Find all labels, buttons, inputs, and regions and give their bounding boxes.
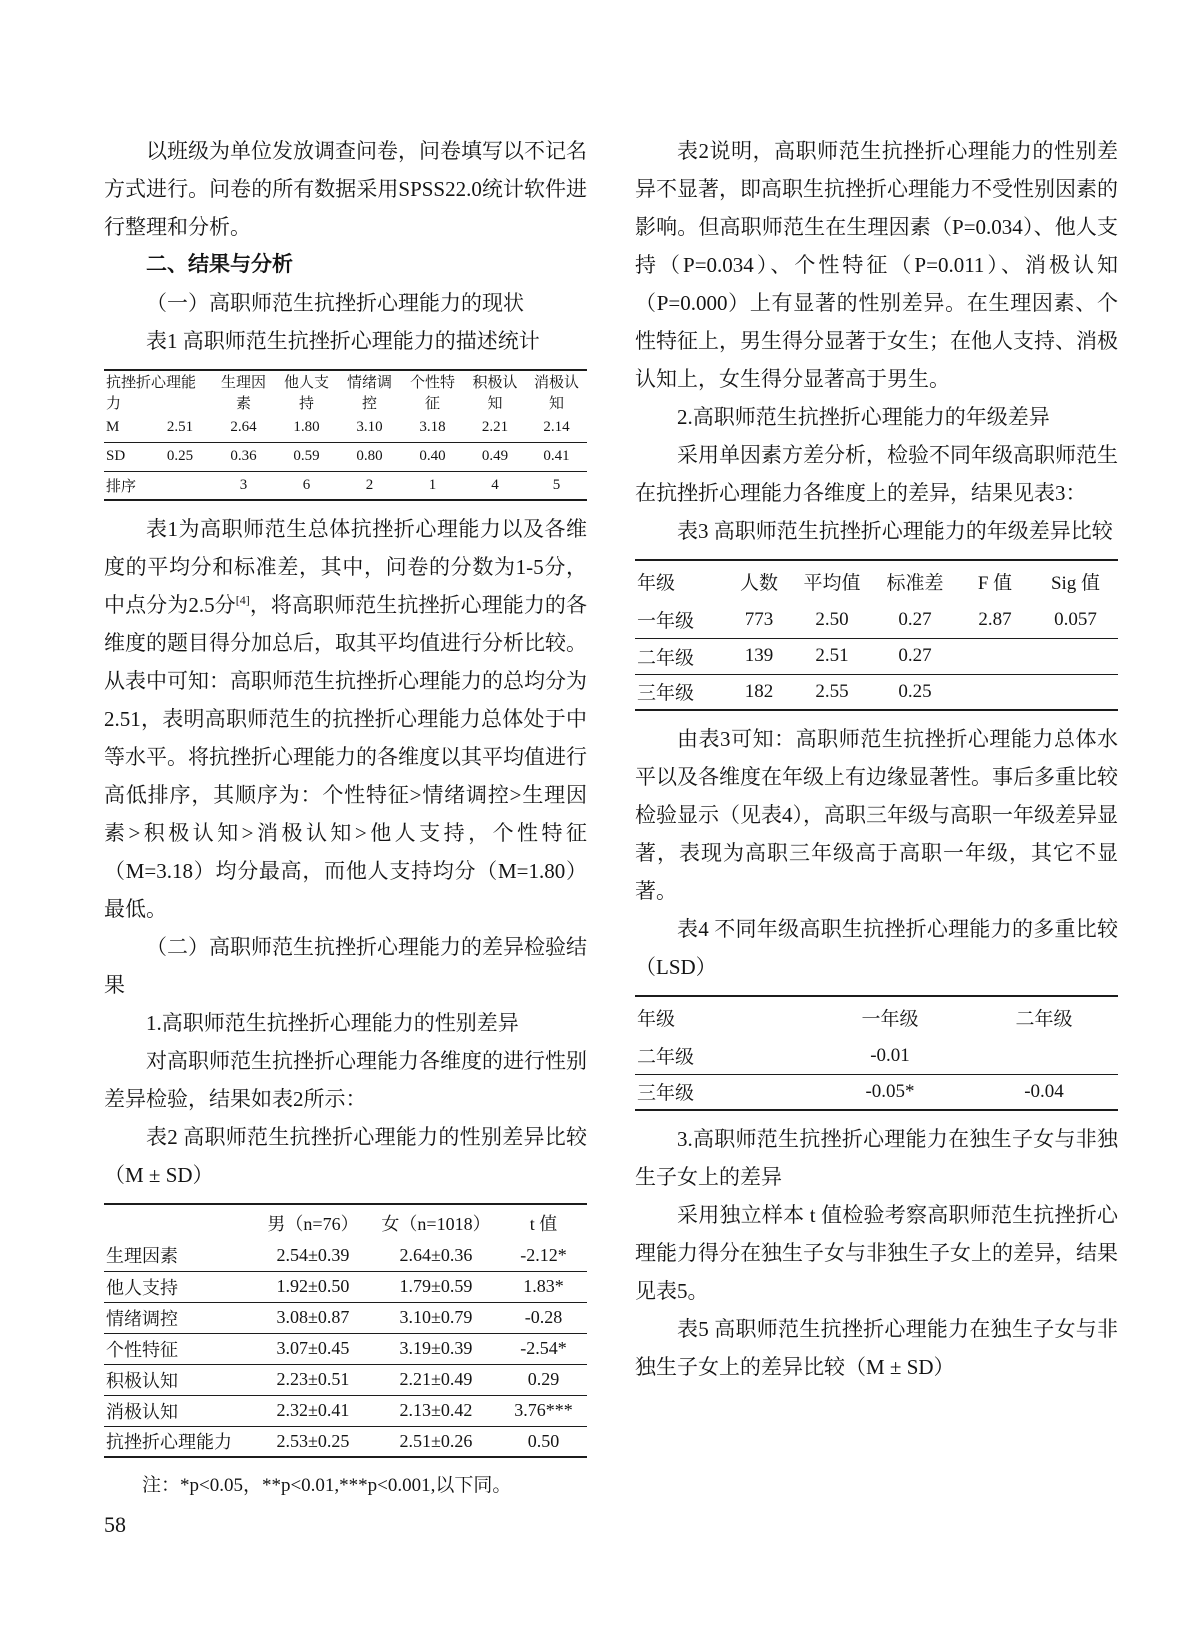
table2-row <box>104 1302 587 1333</box>
table1-row-mean <box>104 413 587 442</box>
table2-row-label: 生理因素 <box>106 1246 178 1267</box>
table2-row-label: 消极认知 <box>106 1401 178 1422</box>
table3-cell: 182 <box>744 680 774 702</box>
table2-cell: 2.21±0.49 <box>399 1369 473 1389</box>
table3-cell: 0.27 <box>898 645 932 666</box>
table1-col-header: 情绪调控 <box>346 375 392 412</box>
table3-grade-comparison <box>635 559 1118 711</box>
table1-cell: 6 <box>302 476 311 493</box>
table3-col-header: Sig 值 <box>1050 573 1101 594</box>
table1-cell: 0.49 <box>481 448 509 464</box>
table3-cell <box>957 674 1033 710</box>
table2-caption: 表2 高职师范生抗挫折心理能力的性别差异比较（M ± SD） <box>104 1125 587 1187</box>
table3-cell: 0.057 <box>1054 608 1097 630</box>
table1-descriptive-statistics <box>104 369 587 501</box>
table1-col-header: 消极认知 <box>533 375 579 412</box>
paragraph-method: 以班级为单位发放调查问卷，问卷填写以不记名方式进行。问卷的所有数据采用SPSS22.0统计软件进行整理和分析。 <box>104 139 587 239</box>
heading-gender-difference: 1.高职师范生抗挫折心理能力的性别差异 <box>146 1011 519 1035</box>
table1-cell: 1 <box>428 476 437 493</box>
table1-cell: 3.10 <box>356 418 383 435</box>
table4-cell <box>970 1038 1118 1074</box>
paragraph-anova: 采用单因素方差分析，检验不同年级高职师范生在抗挫折心理能力各维度上的差异，结果见表3： <box>635 443 1118 505</box>
table2-cell: 2.51±0.26 <box>399 1430 473 1451</box>
table2-col-header: 男（n=76） <box>267 1213 359 1234</box>
table2-row-label: 情绪调控 <box>106 1308 178 1329</box>
table3-cell <box>957 638 1033 674</box>
significance-note: 注：*p<0.05，**p<0.01,***p<0.001,以下同。 <box>142 1475 512 1496</box>
table2-col-header: 女（n=1018） <box>381 1213 491 1234</box>
paragraph-table1-analysis <box>104 510 587 928</box>
table2-cell: 2.23±0.51 <box>276 1369 350 1389</box>
left-column <box>104 132 587 1505</box>
paragraph-ttest-only-child: 采用独立样本 t 值检验考察高职师范生抗挫折心理能力得分在独生子女与非独生子女上的差异，结果见表5。 <box>635 1203 1118 1303</box>
table2-row <box>104 1364 587 1395</box>
table1-row-label: M <box>106 418 120 435</box>
table2-header-row <box>104 1204 587 1240</box>
table3-cell: 2.50 <box>815 608 849 630</box>
table4-cell: -0.01 <box>870 1044 910 1066</box>
table3-cell: 2.51 <box>815 645 849 666</box>
table1-cell: 3.18 <box>419 418 446 435</box>
table3-cell <box>1033 638 1118 674</box>
table2-cell: -2.54* <box>520 1338 567 1358</box>
table2-row <box>104 1240 587 1271</box>
table2-cell: 1.92±0.50 <box>276 1276 350 1296</box>
table4-lsd-multiple-comparison <box>635 995 1118 1111</box>
two-column-layout <box>104 132 1118 1505</box>
table1-col-header: 生理因素 <box>220 375 266 412</box>
table1-cell: 5 <box>552 476 561 493</box>
table2-row-label: 他人支持 <box>106 1277 178 1298</box>
heading-grade-difference: 2.高职师范生抗挫折心理能力的年级差异 <box>677 405 1050 429</box>
table2-col-header <box>104 1204 254 1240</box>
table2-cell: 2.13±0.42 <box>399 1400 473 1420</box>
table3-row <box>635 602 1118 638</box>
table1-cell: 4 <box>491 476 499 493</box>
table2-row <box>104 1333 587 1364</box>
table1-col-header: 个性特征 <box>409 375 455 412</box>
paragraph-table2-discussion: 表2说明，高职师范生抗挫折心理能力的性别差异不显著，即高职生抗挫折心理能力不受性别因素的影响。但高职师范生在生理因素（P=0.034）、他人支持（P=0.034）、个性特征（P=0.011）、消极认知（P=0.000）上有显著的性别差异。在生理因素、个性特征上，男生得分显著于女生；在他人支持、消极认知上，女生得分显著高于男生。 <box>635 139 1118 391</box>
table1-cell: 0.25 <box>166 448 194 464</box>
table2-col-header: t 值 <box>529 1213 558 1234</box>
heading-only-child-difference: 3.高职师范生抗挫折心理能力在独生子女与非独生子女上的差异 <box>635 1127 1118 1189</box>
table3-col-header: 人数 <box>739 573 778 594</box>
table1-col-header: 他人支持 <box>283 375 329 412</box>
table4-caption: 表4 不同年级高职生抗挫折心理能力的多重比较（LSD） <box>635 917 1118 979</box>
paragraph-segment: ，将高职师范生抗挫折心理能力的各维度的题目得分加总后，取其平均值进行分析比较。从表中可知：高职师范生抗挫折心理能力的总均分为2.51，表明高职师范生的抗挫折心理能力总体处于中等水平。将抗挫折心理能力的各维度以其平均值进行高低排序，其顺序为：个性特征>情绪调控>生理因素>积极认知>消极认知>他人支持，个性特征（M=3.18）均分最高，而他人支持均分（M=1.80）最低。 <box>104 593 588 921</box>
paragraph-table3-discussion: 由表3可知：高职师范生抗挫折心理能力总体水平以及各维度在年级上有边缘显著性。事后多重比较检验显示（见表4），高职三年级与高职一年级差异显著，表现为高职三年级高于高职一年级，其它不显著。 <box>635 727 1118 903</box>
right-column <box>635 132 1118 1505</box>
table2-cell: 3.76*** <box>514 1400 573 1420</box>
table3-row <box>635 674 1118 710</box>
table1-cell: 0.80 <box>356 448 383 464</box>
table3-cell: 0.25 <box>898 680 932 702</box>
table3-col-header: 标准差 <box>886 573 944 594</box>
table4-row <box>635 1038 1118 1074</box>
table3-row <box>635 638 1118 674</box>
table3-cell: 773 <box>744 608 774 630</box>
table1-cell: 0.40 <box>419 448 446 464</box>
table3-row-label: 二年级 <box>637 647 695 669</box>
table3-header-row <box>635 560 1118 602</box>
table2-cell: 1.83* <box>523 1276 564 1296</box>
table4-col-header: 二年级 <box>1015 1009 1073 1030</box>
table2-row <box>104 1395 587 1426</box>
table2-row-label: 抗挫折心理能力 <box>106 1432 232 1453</box>
section-heading-results: 二、结果与分析 <box>146 253 293 276</box>
table1-cell: 2.14 <box>543 418 570 435</box>
table1-cell: 2.21 <box>481 418 509 435</box>
table4-cell: -0.05* <box>865 1080 915 1102</box>
table3-col-header: 平均值 <box>803 573 861 594</box>
table3-row-label: 三年级 <box>637 683 695 705</box>
table2-cell: 3.07±0.45 <box>276 1338 350 1358</box>
table3-row-label: 一年级 <box>637 611 695 633</box>
table1-caption: 表1 高职师范生抗挫折心理能力的描述统计 <box>146 329 540 353</box>
table1-row-label: SD <box>106 448 126 464</box>
table1-header-row <box>104 370 587 413</box>
table2-cell: 2.32±0.41 <box>276 1400 350 1420</box>
table3-col-header: F 值 <box>977 573 1013 594</box>
table2-row-label: 积极认知 <box>106 1370 178 1391</box>
table3-cell: 0.27 <box>898 608 932 630</box>
table2-cell: -2.12* <box>520 1244 567 1265</box>
subsection-heading-status: （一）高职师范生抗挫折心理能力的现状 <box>146 291 524 315</box>
table2-row <box>104 1271 587 1302</box>
table2-cell: 0.50 <box>527 1430 560 1451</box>
citation-ref-4: [4] <box>235 593 250 607</box>
table1-cell: 0.59 <box>293 448 320 464</box>
table4-row-label: 三年级 <box>637 1083 695 1105</box>
table1-cell: 0.36 <box>230 448 257 464</box>
table2-cell: 0.29 <box>527 1369 560 1389</box>
page-number: 58 <box>104 1512 126 1537</box>
paragraph-segment: 表1为高职师范生总体抗挫折心理能力以及各维度的平均分和标准差，其中，问卷的分数为1-5分，中点分为2.5分 <box>104 517 587 617</box>
table1-row-sd <box>104 442 587 471</box>
table1-cell <box>148 471 212 500</box>
table4-cell: -0.04 <box>1024 1080 1064 1102</box>
table1-cell: 0.41 <box>543 448 570 464</box>
table2-cell: 1.79±0.59 <box>399 1276 473 1296</box>
table3-cell <box>1033 674 1118 710</box>
table4-col-header: 一年级 <box>861 1009 919 1030</box>
table1-row-label: 排序 <box>106 478 137 495</box>
table2-cell: 2.54±0.39 <box>276 1244 350 1265</box>
table2-row-label: 个性特征 <box>106 1339 178 1360</box>
table1-cell: 2.51 <box>166 418 194 435</box>
table2-cell: 3.19±0.39 <box>399 1338 473 1358</box>
table2-cell: 3.08±0.87 <box>276 1307 350 1327</box>
table4-row <box>635 1074 1118 1110</box>
table1-row-rank <box>104 471 587 500</box>
table3-cell: 2.87 <box>978 608 1012 630</box>
table2-cell: 2.53±0.25 <box>276 1430 350 1451</box>
table3-cell: 2.55 <box>815 680 849 702</box>
table1-cell: 2 <box>365 476 374 493</box>
table3-cell: 139 <box>744 645 774 666</box>
table2-cell: 3.10±0.79 <box>399 1307 473 1327</box>
table4-col-header: 年级 <box>637 1009 676 1030</box>
table2-cell: 2.64±0.36 <box>399 1244 473 1265</box>
table2-cell: -0.28 <box>524 1307 563 1327</box>
table4-header-row <box>635 996 1118 1038</box>
table2-row <box>104 1426 587 1457</box>
table1-col-header: 抗挫折心理能力 <box>106 375 197 412</box>
table1-col-header: 积极认知 <box>472 375 518 412</box>
table5-caption: 表5 高职师范生抗挫折心理能力在独生子女与非独生子女上的差异比较（M ± SD） <box>635 1317 1118 1379</box>
table3-caption: 表3 高职师范生抗挫折心理能力的年级差异比较 <box>677 519 1113 543</box>
table1-cell: 3 <box>239 476 248 493</box>
table4-row-label: 二年级 <box>637 1047 695 1069</box>
table2-gender-comparison <box>104 1203 587 1458</box>
table1-cell: 1.80 <box>293 418 320 435</box>
table1-cell: 2.64 <box>230 418 257 435</box>
table3-col-header: 年级 <box>637 573 676 594</box>
subsection-heading-differences: （二）高职师范生抗挫折心理能力的差异检验结果 <box>104 935 587 997</box>
paragraph-gender-test: 对高职师范生抗挫折心理能力各维度的进行性别差异检验，结果如表2所示： <box>104 1049 587 1111</box>
